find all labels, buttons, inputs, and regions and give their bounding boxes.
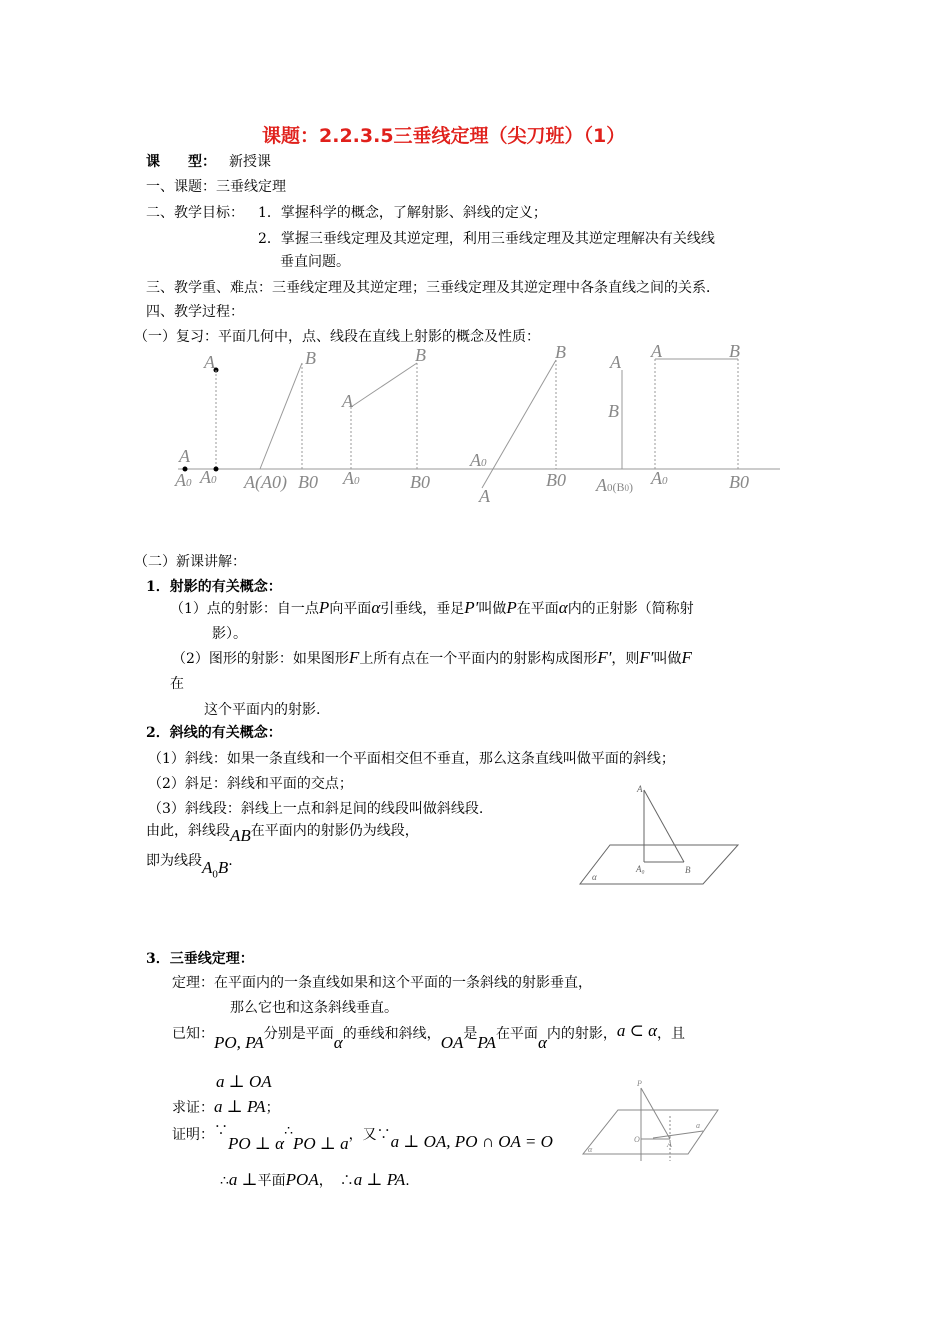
to-prove: 求证：a ⊥ PA； (172, 1097, 280, 1116)
label-O: O (634, 1135, 640, 1144)
proof-line2: ∴a ⊥平面POA， ∴a ⊥ PA. (220, 1170, 410, 1189)
label-B: B (555, 342, 566, 362)
point-projection-definition-cont: 影）。 (212, 626, 247, 642)
subscript: 0 (186, 477, 192, 489)
segment-projection-result: 即为线段$A_0B$. (146, 853, 233, 881)
figure-projection-cont1: 在 (170, 676, 184, 692)
label-A: A (610, 352, 621, 372)
three-perpendiculars-figure (578, 1076, 728, 1166)
label-A: A (175, 470, 186, 490)
heading-theorem: 3．三垂线定理： (146, 951, 254, 967)
label-A: A (596, 475, 607, 495)
point-projection-definition: （1）点的射影：自一点P向平面α引垂线，垂足P′叫做P在平面α内的正射影（简称射 (170, 598, 694, 617)
course-type-value: 新授课 (229, 154, 271, 170)
figure-projection-cont2: 这个平面内的射影. (204, 702, 321, 718)
label-A: A (637, 784, 643, 794)
subscript: 0 (662, 475, 668, 487)
oblique-definition: （1）斜线：如果一条直线和一个平面相交但不垂直，那么这条直线叫做平面的斜线； (148, 751, 675, 767)
proof-line1: 证明：∵PO ⊥ α∴PO ⊥ a，又∵a ⊥ OA, PO ∩ OA = O (172, 1123, 553, 1153)
projection-figure (170, 338, 790, 510)
heading-oblique: 2．斜线的有关概念： (146, 725, 282, 741)
label-A: A (470, 450, 481, 470)
label-B0: B0 (410, 472, 430, 492)
segment-projection-note: 由此，斜线段AB在平面内的射影仍为线段， (146, 823, 419, 845)
theorem-line2: 那么它也和这条斜线垂直。 (230, 1000, 398, 1016)
label-B: B (415, 345, 426, 365)
label-alpha: α (588, 1145, 593, 1154)
given-condition: a ⊥ OA (216, 1072, 272, 1091)
label-A: A (651, 468, 662, 488)
label-P: P (637, 1079, 642, 1088)
label-A0: A₀ (636, 864, 645, 874)
label-a: a (696, 1121, 700, 1130)
label-A0-B0: A0(B0) (596, 475, 633, 495)
label-B0: B0 (729, 472, 749, 492)
newlesson-heading: （二）新课讲解： (134, 554, 246, 570)
label-alpha: α (592, 872, 597, 882)
point-marker (214, 467, 219, 472)
label-A0 (650, 468, 668, 488)
label-B: B (305, 348, 316, 368)
label-A0 (342, 468, 360, 488)
label-B0: B0 (546, 470, 566, 490)
subscript: 0 (354, 475, 360, 487)
given-statement: 已知：PO, PA分别是平面α的垂线和斜线，OA是PA在平面α内的射影，a ⊂ α，且 (172, 1021, 686, 1052)
subscript: 0 (624, 483, 629, 493)
section-process: 四、教学过程： (146, 304, 244, 320)
label-A: A (204, 352, 215, 372)
label-A-A0: A(A0) (244, 472, 287, 492)
label-B0-paren: (B (612, 480, 625, 494)
label-A: A (479, 486, 490, 506)
theorem-line1: 定理：在平面内的一条直线如果和这个平面的一条斜线的射影垂直， (172, 975, 592, 991)
label-B: B (608, 401, 619, 421)
label-A: A (342, 391, 353, 411)
label-B: B (685, 865, 691, 875)
oblique-foot-definition: （2）斜足：斜线和平面的交点； (148, 776, 353, 792)
subscript: 0 (607, 482, 613, 494)
figure-projection-definition: （2）图形的射影：如果图形F上所有点在一个平面内的射影构成图形F′，则F′叫做F (172, 648, 692, 667)
goal-2-line2: 垂直问题。 (280, 254, 350, 270)
goal-2-line1: 2．掌握三垂线定理及其逆定理，利用三垂线定理及其逆定理解决有关线线 (258, 231, 715, 247)
label-A: A (651, 341, 662, 361)
section-goals-label: 二、教学目标： (146, 205, 244, 221)
label-B: B (729, 341, 740, 361)
goal-1: 1．掌握科学的概念，了解射影、斜线的定义； (258, 205, 547, 221)
label-A: A (200, 467, 211, 487)
oblique-line-figure (578, 780, 743, 890)
page-title: 课题：2.2.3.5三垂线定理（尖刀班）（1） (262, 125, 626, 147)
subscript: 0 (481, 457, 487, 469)
oblique-segment-definition: （3）斜线段：斜线上一点和斜足间的线段叫做斜线段. (148, 801, 484, 817)
section-topic: 一、课题：三垂线定理 (146, 179, 286, 195)
course-type-label: 课 型： (146, 154, 216, 170)
label-B0: B0 (298, 472, 318, 492)
label-A0 (469, 450, 487, 470)
label-A: A (343, 468, 354, 488)
heading-projection: 1．射影的有关概念： (146, 579, 282, 595)
review-heading: （一）复习：平面几何中，点、线段在直线上射影的概念及性质： (134, 329, 540, 345)
section-key-points: 三、教学重、难点：三垂线定理及其逆定理；三垂线定理及其逆定理中各条直线之间的关系． (146, 280, 720, 296)
label-A: A (667, 1140, 672, 1149)
label-A: A (179, 446, 190, 466)
subscript: 0 (211, 474, 217, 486)
label-A0 (174, 470, 192, 490)
